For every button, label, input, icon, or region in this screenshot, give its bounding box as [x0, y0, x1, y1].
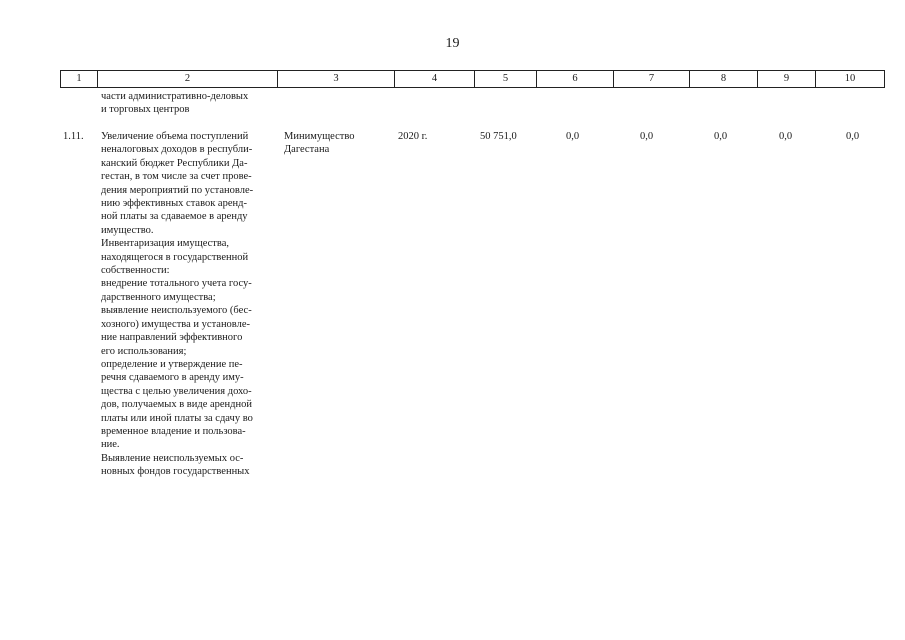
row-description	[101, 130, 273, 479]
description-line: Инвентаризация имущества,	[101, 238, 229, 250]
header-cell-6: 6	[536, 71, 613, 87]
executor-line: Минимущество	[284, 131, 355, 142]
header-cell-3: 3	[277, 71, 394, 87]
header-cell-8: 8	[689, 71, 757, 87]
description-line: внедрение тотального учета госу-	[101, 278, 252, 290]
description-line: платы или иной платы за сдачу во	[101, 412, 253, 424]
row-value-col9: 0,0	[779, 131, 793, 142]
description-line: определение и утверждение пе-	[101, 358, 243, 370]
description-line: находящегося в государственной	[101, 251, 249, 263]
header-cell-2: 2	[97, 71, 277, 87]
description-line: речня сдаваемого в аренду иму-	[101, 372, 244, 384]
row-value-col5: 50 751,0	[480, 131, 517, 142]
description-line: гестан, в том числе за счет прове-	[101, 171, 252, 183]
description-line: собственности:	[101, 265, 170, 277]
description-line: щества с целью увеличения дохо-	[101, 385, 252, 397]
description-line: неналоговых доходов в республи-	[101, 144, 253, 156]
header-cell-4: 4	[394, 71, 474, 87]
description-line: дарственного имущества;	[101, 291, 216, 303]
row-value-col6: 0,0	[566, 131, 580, 142]
header-cell-7: 7	[613, 71, 689, 87]
header-cell-1: 1	[60, 71, 97, 87]
header-cell-10: 10	[815, 71, 885, 87]
row-value-col7: 0,0	[640, 131, 654, 142]
description-line: хозного) имущества и установле-	[101, 318, 251, 330]
description-line: Выявление неиспользуемых ос-	[101, 452, 244, 464]
description-line: нию эффективных ставок аренд-	[101, 198, 247, 210]
executor-line: Дагестана	[284, 144, 330, 156]
description-line: ние.	[101, 439, 120, 451]
description-line: ние направлений эффективного	[101, 332, 243, 344]
header-cell-9: 9	[757, 71, 815, 87]
continuation-line: и торговых центров	[101, 104, 190, 116]
description-line: канский бюджет Республики Да-	[101, 157, 248, 169]
row-executor	[284, 130, 374, 157]
row-value-col10: 0,0	[846, 131, 860, 142]
description-line: новных фондов государственных	[101, 466, 250, 478]
page-number: 19	[445, 36, 460, 51]
description-line: временное владение и пользова-	[101, 425, 246, 437]
row-value-col8: 0,0	[714, 131, 728, 142]
table-header-row	[60, 70, 885, 88]
description-line: имущество.	[101, 224, 154, 236]
row-number: 1.11.	[63, 131, 84, 142]
header-cell-5: 5	[474, 71, 536, 87]
row-year: 2020 г.	[398, 131, 428, 142]
description-line: ной платы за сдаваемое в аренду	[101, 211, 248, 223]
description-line: его использования;	[101, 345, 187, 357]
continuation-line: части административно-деловых	[101, 91, 249, 102]
description-line: дов, получаемых в виде арендной	[101, 399, 253, 411]
description-line: дения мероприятий по установле-	[101, 184, 254, 196]
description-line: Увеличение объема поступлений	[101, 131, 249, 142]
description-line: выявление неиспользуемого (бес-	[101, 305, 252, 317]
continuation-text	[101, 90, 273, 117]
